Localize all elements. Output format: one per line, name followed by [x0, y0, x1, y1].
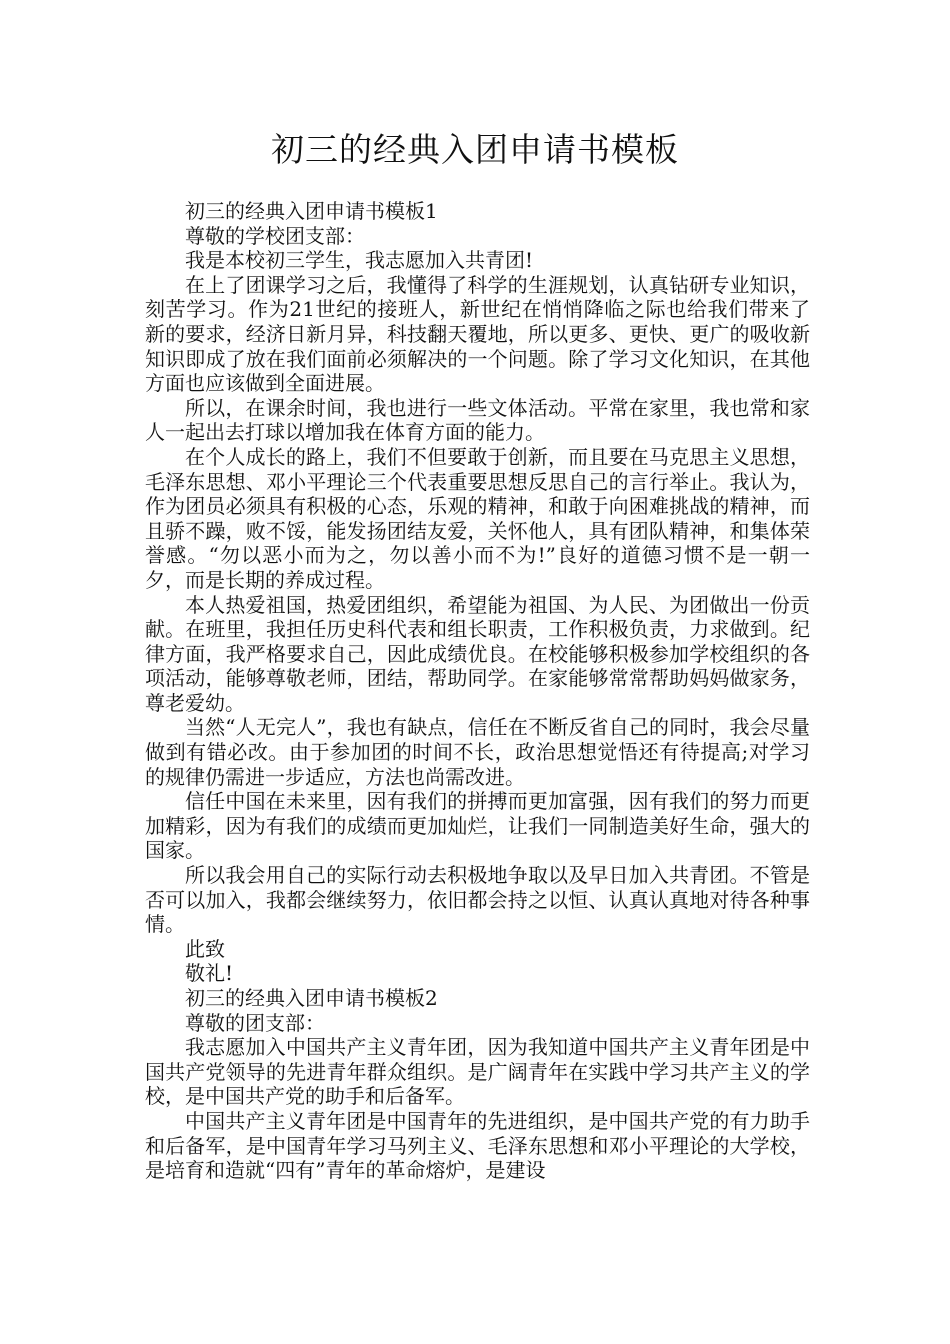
body-paragraph: 在个人成长的路上，我们不但要敢于创新，而且要在马克思主义思想，毛泽东思想、邓小平理论三个代表重要思想反思自己的言行举止。我认为，作为团员必须具有积极的心态，乐观的精神，和敢于向困难挑战的精神，而且骄不躁，败不馁，能发扬团结友爱，关怀他人，具有团队精神，和集体荣誉感。“勿以恶小而为之，勿以善小而不为!”良好的道德习惯不是一朝一夕，而是长期的养成过程。 — [145, 444, 810, 592]
body-paragraph: 所以，在课余时间，我也进行一些文体活动。平常在家里，我也常和家人一起出去打球以增加我在体育方面的能力。 — [145, 395, 810, 445]
body-paragraph: 中国共产主义青年团是中国青年的先进组织，是中国共产党的有力助手和后备军，是中国青年学习马列主义、毛泽东思想和邓小平理论的大学校，是培育和造就“四有”青年的革命熔炉，是建设 — [145, 1108, 810, 1183]
body-paragraph: 当然“人无完人”，我也有缺点，信任在不断反省自己的同时，我会尽量做到有错必改。由于参加团的时间不长，政治思想觉悟还有待提高;对学习的规律仍需进一步适应，方法也尚需改进。 — [145, 715, 810, 789]
body-paragraph: 信任中国在未来里，因有我们的拼搏而更加富强，因有我们的努力而更加精彩，因为有我们的成绩而更加灿烂，让我们一同制造美好生命，强大的国家。 — [145, 789, 810, 863]
document-body — [145, 199, 810, 1183]
section-heading-1: 初三的经典入团申请书模板1 — [185, 199, 438, 223]
salutation-2: 尊敬的团支部： — [185, 1010, 325, 1035]
salutation-1: 尊敬的学校团支部： — [185, 223, 365, 248]
closing-line: 此致 — [185, 936, 225, 961]
body-paragraph: 在上了团课学习之后，我懂得了科学的生涯规划，认真钻研专业知识，刻苦学习。作为21世纪的接班人，新世纪在悄悄降临之际也给我们带来了新的要求，经济日新月异，科技翻天覆地，所以更多、更快、更广的吸收新知识即成了放在我们面前必须解决的一个问题。除了学习文化知识，在其他方面也应该做到全面进展。 — [145, 272, 810, 396]
body-paragraph: 所以我会用自己的实际行动去积极地争取以及早日加入共青团。不管是否可以加入，我都会继续努力，依旧都会持之以恒、认真认真地对待各种事情。 — [145, 863, 810, 937]
closing-line: 敬礼! — [185, 961, 234, 986]
document-title: 初三的经典入团申请书模板 — [271, 130, 679, 169]
body-paragraph: 本人热爱祖国，热爱团组织，希望能为祖国、为人民、为团做出一份贡献。在班里，我担任历史科代表和组长职责，工作积极负责，力求做到。纪律方面，我严格要求自己，因此成绩优良。在校能够积极参加学校组织的各项活动，能够尊敬老师，团结，帮助同学。在家能够常常帮助妈妈做家务，尊老爱幼。 — [145, 592, 810, 715]
body-paragraph: 我志愿加入中国共产主义青年团，因为我知道中国共产主义青年团是中国共产党领导的先进青年群众组织。是广阔青年在实践中学习共产主义的学校，是中国共产党的助手和后备军。 — [145, 1035, 810, 1109]
section-heading-2: 初三的经典入团申请书模板2 — [185, 986, 438, 1010]
body-paragraph: 我是本校初三学生，我志愿加入共青团! — [185, 248, 534, 273]
